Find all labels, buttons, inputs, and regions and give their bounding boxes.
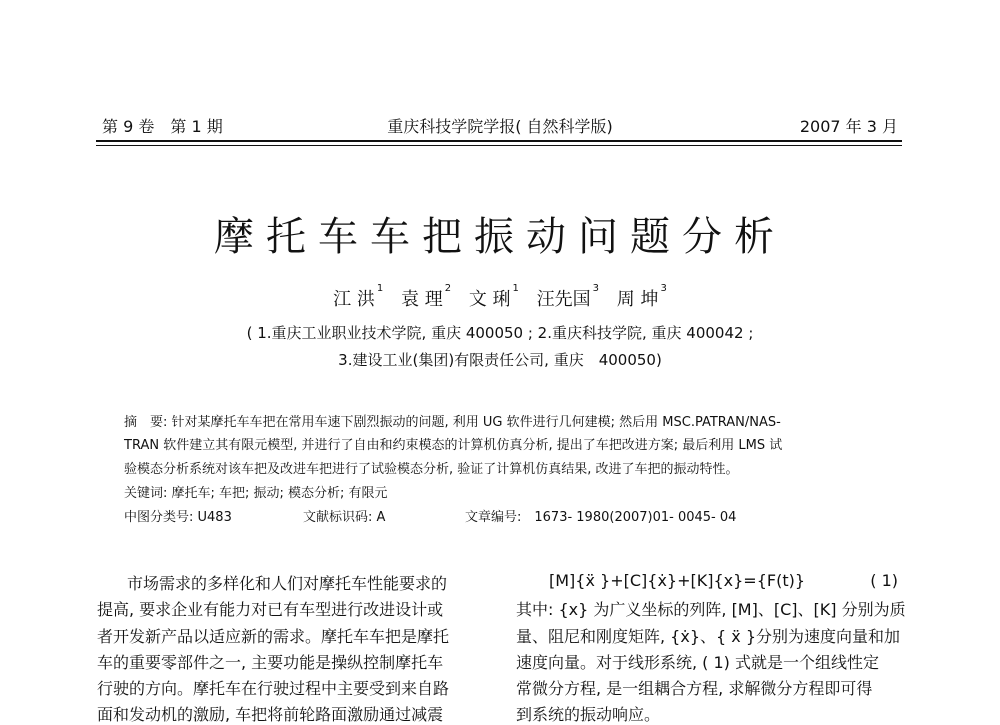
author-name: 周 坤 (616, 289, 659, 310)
clc-number: 中图分类号: U483 (124, 510, 232, 525)
equation-number: ( 1) (870, 571, 898, 590)
header-rule-thin (96, 145, 902, 146)
header-journal-name: 重庆科技学院学报( 自然科学版) (387, 117, 613, 136)
author-name: 袁 理 (400, 289, 443, 310)
author-affiliation-mark: 3 (660, 283, 667, 294)
author-affiliation-mark: 1 (376, 283, 384, 294)
equation: [M]{ẍ }+[C]{ẋ}+[K]{x}={F(t)} (549, 571, 806, 590)
header-rule-thick (96, 140, 902, 142)
body-line: 速度向量。对于线形系统, ( 1) 式就是一个组线性定 (516, 653, 880, 672)
article-number: 文章编号: 1673- 1980(2007)01- 0045- 04 (465, 510, 737, 525)
body-line: 行驶的方向。摩托车在行驶过程中主要受到来自路 (97, 679, 450, 698)
author-affiliation-mark: 1 (512, 283, 519, 294)
body-line: 到系统的振动响应。 (516, 705, 661, 724)
keywords: 关键词: 摩托车; 车把; 振动; 模态分析; 有限元 (124, 486, 388, 501)
body-line: 其中: {x} 为广义坐标的列阵, [M]、[C]、[K] 分别为质 (516, 600, 906, 619)
abstract-line: TRAN 软件建立其有限元模型, 并进行了自由和约束模态的计算机仿真分析, 提出了车把改进方案; 最后利用 LMS 试 (124, 438, 783, 453)
author-name: 江 洪 (333, 289, 375, 310)
header-volume-issue: 第 9 卷 第 1 期 (102, 117, 223, 136)
author (469, 285, 519, 311)
affiliation-line: 3.建设工业(集团)有限责任公司, 重庆 400050) (338, 351, 662, 369)
abstract-line: 验模态分析系统对该车把及改进车把进行了试验模态分析, 验证了计算机仿真结果, 改进了车把的振动特性。 (124, 462, 739, 477)
header-date: 2007 年 3 月 (799, 117, 898, 136)
author-name: 汪先国 (536, 289, 591, 310)
author (537, 285, 599, 311)
body-line: 车的重要零部件之一, 主要功能是操纵控制摩托车 (97, 653, 444, 672)
affiliation-line: ( 1.重庆工业职业技术学院, 重庆 400050 ; 2.重庆科技学院, 重庆 400042 ; (246, 324, 754, 342)
body-line: 提高, 要求企业有能力对已有车型进行改进设计或 (97, 600, 444, 619)
author-affiliation-mark: 3 (592, 283, 600, 294)
author (333, 285, 383, 311)
author-name: 文 琍 (468, 289, 511, 310)
author (401, 285, 451, 311)
author-list (0, 285, 1000, 311)
body-line: 面和发动机的激励, 车把将前轮路面激励通过减震 (97, 705, 444, 724)
body-line: 常微分方程, 是一组耦合方程, 求解微分方程即可得 (516, 679, 873, 698)
body-line: 市场需求的多样化和人们对摩托车性能要求的 (127, 574, 448, 593)
author (617, 285, 667, 311)
document-code: 文献标识码: A (303, 510, 386, 525)
author-affiliation-mark: 2 (444, 283, 452, 294)
paper-title: 摩托车车把振动问题分析 (214, 214, 786, 260)
abstract-line: 摘 要: 针对某摩托车车把在常用车速下剧烈振动的问题, 利用 UG 软件进行几何建模; 然后用 MSC.PATRAN/NAS- (124, 415, 781, 430)
body-line: 者开发新产品以适应新的需求。摩托车车把是摩托 (97, 627, 450, 646)
body-line: 量、阻尼和刚度矩阵, {ẋ}、{ ẍ }分别为速度向量和加 (516, 627, 901, 646)
